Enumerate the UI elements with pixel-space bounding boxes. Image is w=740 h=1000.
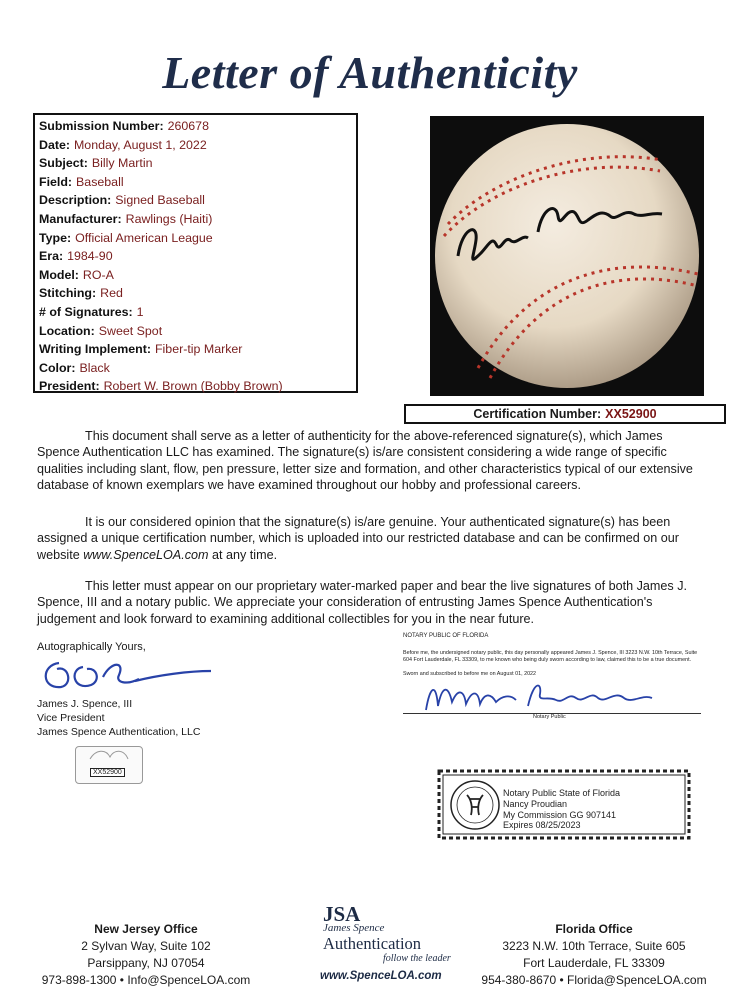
detail-value: 1	[136, 304, 144, 319]
detail-row	[39, 229, 352, 248]
jsa-logo	[305, 902, 455, 992]
seal-line: My Commission GG 907141	[503, 809, 617, 820]
notary-sworn: Sworn and subscribed to before me on August 01, 2022	[403, 671, 537, 677]
jsa-logo-icon	[76, 747, 142, 767]
notary-section	[403, 633, 703, 678]
paragraph-text: This letter must appear on our proprietary water-marked paper and bear the live signatures of both James J. Spence, III and a notary public. We appreciate your consideration of entrusting James Spence Authentication's judgement and look forward to examining additional collectibles for you in the near future.	[37, 579, 688, 626]
cert-number: XX52900	[605, 407, 657, 421]
detail-value: Official American League	[75, 230, 213, 245]
detail-row	[39, 303, 352, 322]
eagle-icon	[467, 795, 483, 815]
detail-value: Rawlings (Haiti)	[125, 211, 213, 226]
detail-label: # of Signatures:	[39, 304, 133, 319]
detail-label: Manufacturer:	[39, 211, 122, 226]
logo-name: James Spence	[323, 922, 385, 934]
seal-line: Notary Public State of Florida	[503, 788, 621, 798]
paragraph-text: It is our considered opinion that the signature(s) is/are genuine. Your authenticated signature(s) has been assigned a unique certification number, which is uploaded into our restricted database and can be confirmed on our website	[37, 515, 679, 562]
fl-office	[448, 921, 740, 989]
office-city: Fort Lauderdale, FL 33309	[523, 956, 665, 970]
office-city: Parsippany, NJ 07054	[87, 956, 205, 970]
detail-label: President:	[39, 379, 100, 394]
detail-value: 1984-90	[67, 249, 113, 264]
detail-label: Date:	[39, 137, 70, 152]
detail-label: Era:	[39, 249, 64, 264]
detail-value: RO-A	[82, 267, 114, 282]
detail-row	[39, 377, 352, 396]
office-title: New Jersey Office	[94, 922, 198, 936]
page-title: Letter of Authenticity	[162, 47, 578, 98]
office-address: 3223 N.W. 10th Terrace, Suite 605	[502, 939, 686, 953]
detail-value: Red	[100, 286, 123, 301]
office-contact: 973-898-1300 • Info@SpenceLOA.com	[41, 973, 251, 987]
detail-row	[39, 359, 352, 378]
detail-row	[39, 210, 352, 229]
detail-row	[39, 191, 352, 210]
cert-label: Certification Number:	[473, 407, 602, 421]
jsa-hologram-sticker	[75, 746, 143, 784]
details-box	[33, 113, 358, 393]
sticker-number: XX52900	[90, 768, 125, 777]
office-contact: 954-380-8670 • Florida@SpenceLOA.com	[481, 973, 707, 987]
notary-header: NOTARY PUBLIC OF FLORIDA	[403, 633, 489, 639]
closing-text: Autographically Yours,	[37, 641, 146, 653]
detail-row	[39, 247, 352, 266]
notary-signature	[418, 676, 658, 716]
notary-seal-text	[503, 788, 620, 831]
detail-label: Color:	[39, 360, 76, 375]
detail-label: Type:	[39, 230, 72, 245]
detail-label: Field:	[39, 174, 73, 189]
paragraph-text: at any time.	[208, 547, 278, 562]
baseball-image	[430, 116, 704, 396]
logo-website[interactable]: www.SpenceLOA.com	[320, 970, 442, 982]
detail-label: Writing Implement:	[39, 342, 151, 357]
detail-row	[39, 340, 352, 359]
nj-office	[0, 921, 292, 989]
detail-value: Billy Martin	[91, 156, 153, 171]
signer-company: James Spence Authentication, LLC	[37, 726, 201, 738]
detail-value: Robert W. Brown (Bobby Brown)	[103, 379, 283, 394]
spence-signature	[39, 651, 219, 695]
detail-row	[39, 154, 352, 173]
detail-label: Model:	[39, 267, 79, 282]
detail-value: Sweet Spot	[98, 323, 163, 338]
signer-name: James J. Spence, III	[37, 698, 133, 710]
detail-label: Stitching:	[39, 286, 97, 301]
logo-jsa: JSA	[323, 902, 361, 926]
paragraph-1	[37, 428, 707, 494]
notary-body: Before me, the undersigned notary public, this day personally appeared James J. Spence, III 3223 N.W. 10th Terrace, Suite 604 Fort Lauderdale, FL 33309, to me known who being duly sworn according to law, claimed this to be a true document.	[403, 650, 698, 663]
detail-row	[39, 284, 352, 303]
detail-row	[39, 266, 352, 285]
detail-row	[39, 136, 352, 155]
website-link[interactable]: www.SpenceLOA.com	[83, 547, 209, 562]
office-title: Florida Office	[555, 922, 633, 936]
detail-value: Fiber-tip Marker	[154, 342, 243, 357]
detail-value: Baseball	[76, 174, 124, 189]
office-address: 2 Sylvan Way, Suite 102	[81, 939, 211, 953]
paragraph-3	[37, 578, 707, 627]
detail-value: 260678	[167, 119, 209, 133]
detail-row	[39, 322, 352, 341]
detail-value: Monday, August 1, 2022	[73, 137, 207, 152]
detail-label: Description:	[39, 193, 112, 208]
baseball-photo	[430, 116, 704, 396]
detail-row	[39, 173, 352, 192]
notary-public-label: Notary Public	[533, 714, 566, 720]
baseball-icon	[435, 124, 699, 388]
detail-label: Subject:	[39, 156, 88, 171]
signer-details	[37, 697, 200, 739]
certification-number-box	[404, 404, 726, 424]
paragraph-2	[37, 514, 707, 563]
detail-label: Location:	[39, 323, 95, 338]
paragraph-text: This document shall serve as a letter of authenticity for the above-referenced signature(s), which James Spence Authentication LLC has examined. The signature(s) is/are consistent considering a wide range of specific qualities including slant, flow, pen pressure, letter size and formation, and other characteristics typical of our extensive database of known exemplars we have examined throughout our hobby and professional careers.	[37, 429, 693, 493]
detail-value: Black	[79, 360, 110, 375]
seal-line: Nancy Proudian	[503, 798, 568, 809]
detail-label: Submission Number:	[39, 119, 164, 133]
logo-tagline: follow the leader	[383, 953, 451, 964]
logo-authentication: Authentication	[323, 934, 422, 953]
detail-value: Signed Baseball	[115, 193, 205, 208]
signer-position: Vice President	[37, 712, 105, 724]
detail-row	[39, 117, 352, 136]
signature-block	[37, 641, 297, 738]
seal-line: Expires 08/25/2023	[503, 820, 581, 831]
